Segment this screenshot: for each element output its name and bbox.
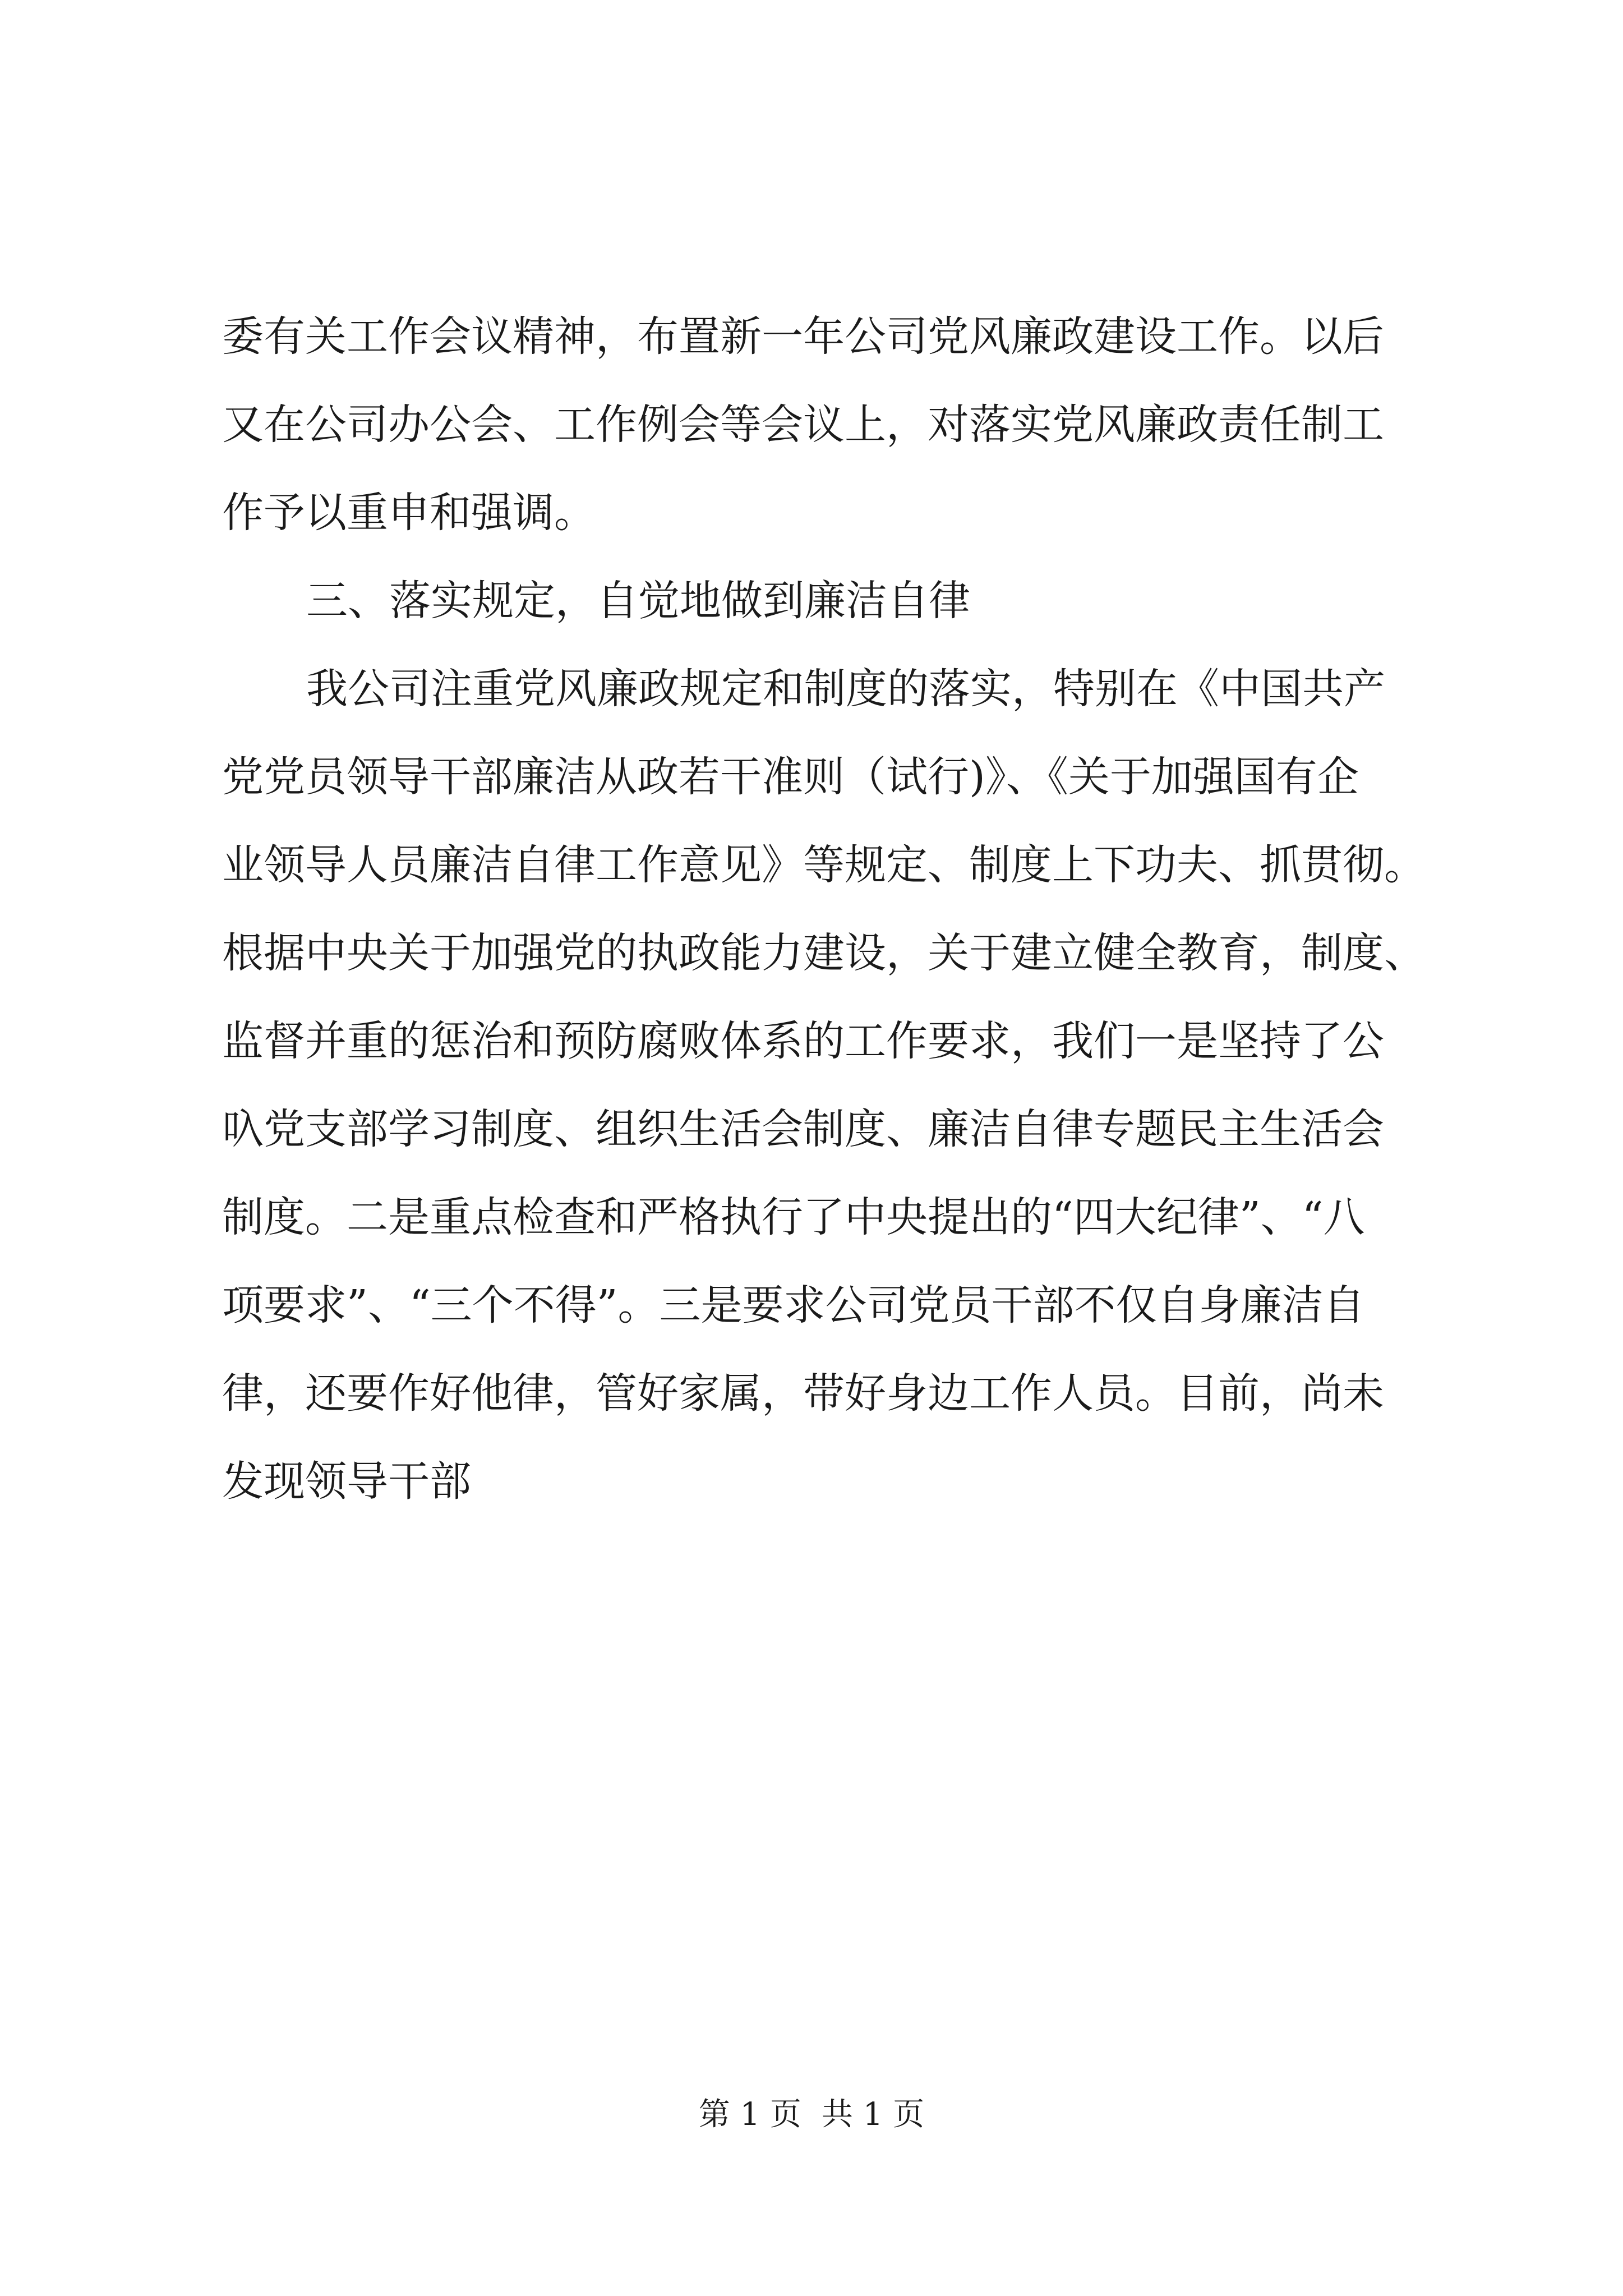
paragraph-line: 叺党支部学习制度、组织生活会制度、廉洁自律专题民主生活会 xyxy=(222,1105,1384,1153)
paragraph-line: 作予以重申和强调。 xyxy=(222,489,596,537)
paragraph-line: 律，还要作好他律，管好家属，带好身边工作人员。目前，尚未 xyxy=(222,1369,1384,1418)
paragraph-line: 我公司注重党风廉政规定和制度的落实，特别在《中国共产 xyxy=(306,665,1385,713)
paragraph-line: 发现领导干部 xyxy=(222,1457,471,1506)
paragraph-line: 党党员领导干部廉洁从政若干准则（试行)》、《关于加强国有企 xyxy=(222,753,1359,801)
page-total: 共 1 页 xyxy=(822,2096,925,2133)
paragraph-line: 制度。二是重点检查和严格执行了中央提出的“四大纪律”、“八 xyxy=(222,1193,1365,1241)
paragraph-line: 项要求”、“三个不得”。三是要求公司党员干部不仅自身廉洁自 xyxy=(222,1281,1365,1329)
paragraph-line: 业领导人员廉洁自律工作意见》等规定、制度上下功夫、抓贯彻。 xyxy=(222,841,1426,889)
paragraph-line: 委有关工作会议精神，布置新一年公司党风廉政建设工作。以后 xyxy=(222,312,1384,361)
page-footer xyxy=(0,2092,1623,2137)
paragraph-line: 监督并重的惩治和预防腐败体系的工作要求，我们一是坚持了公 xyxy=(222,1017,1384,1065)
paragraph-line: 根据中央关于加强党的执政能力建设，关于建立健全教育，制度、 xyxy=(222,929,1426,977)
paragraph-line: 又在公司办公会、工作例会等会议上，对落实党风廉政责任制工 xyxy=(222,401,1384,449)
page-number: 第 1 页 xyxy=(698,2096,801,2133)
section-heading: 三、落实规定，自觉地做到廉洁自律 xyxy=(306,577,970,625)
